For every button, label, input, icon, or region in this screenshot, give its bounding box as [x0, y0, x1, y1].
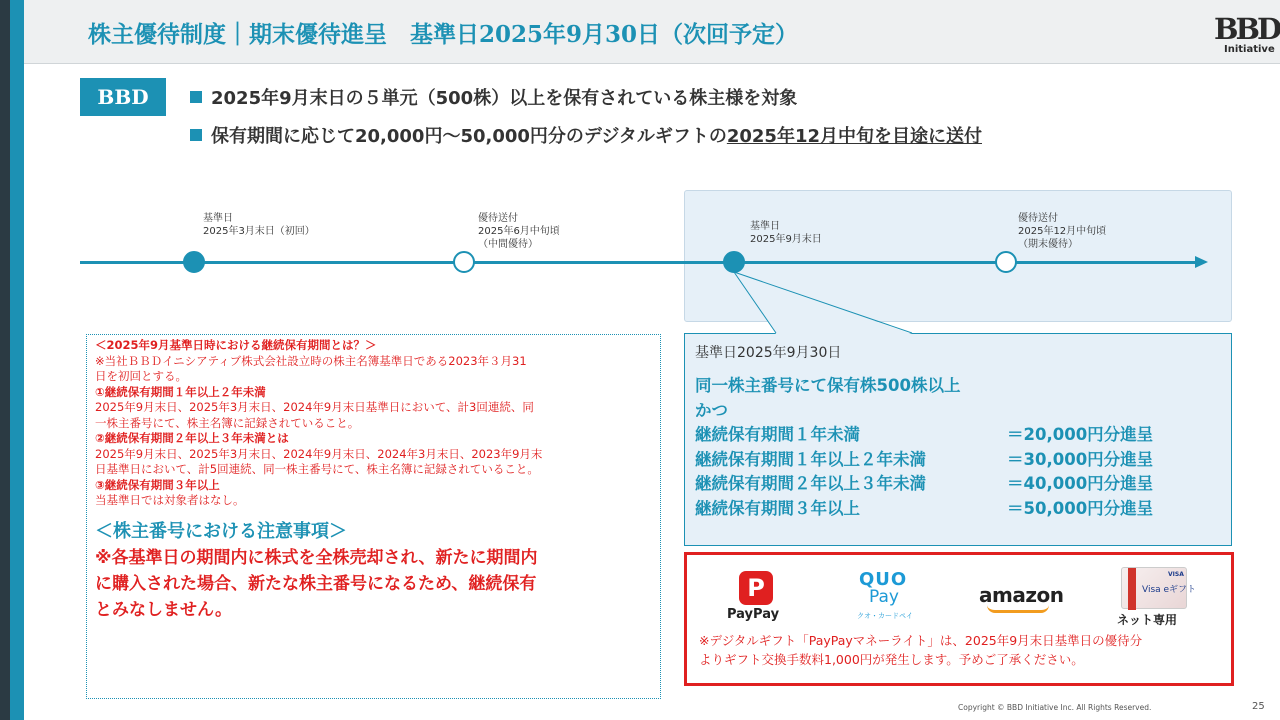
caution-text: とみなしません。	[95, 599, 233, 620]
bullet-gift-delivery	[190, 122, 982, 148]
timeline-highlight-panel	[684, 190, 1232, 322]
notes-title: ＜2025年9月基準日時における継続保有期間とは？＞	[95, 338, 377, 352]
quo-pay-label: Pay	[869, 587, 899, 607]
page-title: 株主優待制度｜期末優待進呈 基準日2025年9月30日（次回予定）	[88, 21, 799, 48]
paypay-icon: P	[739, 571, 773, 605]
copyright: Copyright © BBD Initiative Inc. All Rights Reserved.	[958, 703, 1152, 712]
timeline-label: 優待送付 2025年6月中旬頃 （中間優待）	[478, 213, 560, 250]
visa-net-label: ネット専用	[1117, 613, 1178, 627]
holding-period-notes	[86, 334, 661, 699]
notes-text: 2025年9月末日、2025年3月末日、2024年9月末日、2024年3月末日、2023年9月末	[95, 446, 543, 461]
bullet-text: 2025年9月末日の５単元（500株）以上を保有されている株主様を対象	[211, 88, 798, 109]
bullet-text: 保有期間に応じて20,000円～50,000円分のデジタルギフトの	[211, 126, 727, 147]
tier-label: 継続保有期間２年以上３年未満	[695, 474, 926, 493]
notes-text: 一株主番号にて、株主名簿に記録されていること。	[95, 415, 360, 430]
page-number: 25	[1252, 701, 1265, 712]
amazon-logo	[979, 567, 1069, 623]
tier-label: 継続保有期間１年以上２年未満	[695, 449, 926, 469]
logo-sub-text: Initiative	[1224, 44, 1275, 55]
visa-card-icon	[1121, 567, 1197, 609]
ribbon-icon	[1128, 568, 1136, 610]
tier-amount: ＝20,000円分進呈	[1007, 425, 1154, 444]
callout-condition: 同一株主番号にて保有株500株以上	[695, 376, 961, 395]
square-bullet-icon	[190, 91, 202, 103]
quo-sub-label: クオ・カードペイ	[857, 612, 913, 620]
gift-fee-note: ※デジタルギフト「PayPayマネーライト」は、2025年9月末日基準日の優待分 よりギフト交換手数料1,000円が発生します。予めご了承ください。	[699, 633, 1143, 667]
bullet-eligibility	[190, 84, 797, 110]
visa-top-label: VISA	[1168, 571, 1184, 578]
caution-text: に購入された場合、新たな株主番号になるため、継続保有	[95, 573, 537, 594]
amazon-label: amazon	[979, 583, 1064, 607]
bbd-badge: BBD	[80, 78, 166, 116]
tier-row	[695, 497, 1221, 522]
notes-heading: ①継続保有期間１年以上２年未満	[95, 384, 266, 399]
paypay-label: PayPay	[727, 607, 780, 622]
caution-title: ＜株主番号における注意事項＞	[95, 520, 347, 542]
logo-main-text: BBD	[1214, 12, 1280, 46]
notes-text: ※当社ＢＢＤイニシアティブ株式会社設立時の株主名簿基準日である2023年３月31	[95, 353, 527, 368]
header-bar	[24, 0, 1280, 64]
amazon-smile-icon	[987, 605, 1049, 613]
record-date-callout	[684, 333, 1232, 546]
visa-card-label: Visa eギフト	[1142, 585, 1197, 595]
timeline-label: 優待送付 2025年12月中旬頃 （期末優待）	[1018, 213, 1107, 250]
tier-amount: ＝40,000円分進呈	[1007, 474, 1154, 493]
paypay-logo	[727, 567, 787, 623]
notes-heading: ②継続保有期間２年以上３年未満とは	[95, 431, 289, 445]
notes-heading: ③継続保有期間３年以上	[95, 477, 220, 492]
timeline-point-record-date	[183, 251, 205, 273]
notes-text: 2025年9月末日、2025年3月末日、2024年9月末日基準日において、計3回連続、同	[95, 400, 534, 414]
square-bullet-icon	[190, 129, 202, 141]
tier-label: 継続保有期間３年以上	[695, 498, 860, 518]
notes-text: 日を初回とする。	[95, 369, 187, 383]
tier-row	[695, 423, 1221, 448]
notes-text: 日基準日において、計5回連続、同一株主番号にて、株主名簿に記録されていること。	[95, 462, 539, 476]
tier-row	[695, 472, 1221, 497]
quo-pay-logo	[855, 567, 915, 623]
timeline-point-delivery	[453, 251, 475, 273]
caution-text: ※各基準日の期間内に株式を全株売却され、新たに期間内	[95, 547, 538, 568]
notes-text: 当基準日では対象者はなし。	[95, 493, 245, 507]
digital-gift-box	[684, 552, 1234, 686]
callout-conjunction: かつ	[695, 400, 728, 420]
company-logo	[1214, 12, 1280, 60]
callout-date: 基準日2025年9月30日	[695, 345, 842, 361]
quo-label: QUO	[859, 569, 908, 590]
tier-label: 継続保有期間１年未満	[695, 425, 860, 444]
timeline-label: 基準日 2025年9月末日	[750, 221, 822, 245]
left-accent-bar	[0, 0, 24, 720]
visa-egift-logo	[1117, 567, 1197, 627]
tier-amount: ＝50,000円分進呈	[1007, 498, 1154, 518]
timeline-label: 基準日 2025年3月末日（初回）	[203, 213, 315, 237]
tier-amount: ＝30,000円分進呈	[1007, 449, 1154, 469]
tier-row	[695, 448, 1221, 473]
bullet-underlined-text: 2025年12月中旬を目途に送付	[726, 126, 982, 147]
